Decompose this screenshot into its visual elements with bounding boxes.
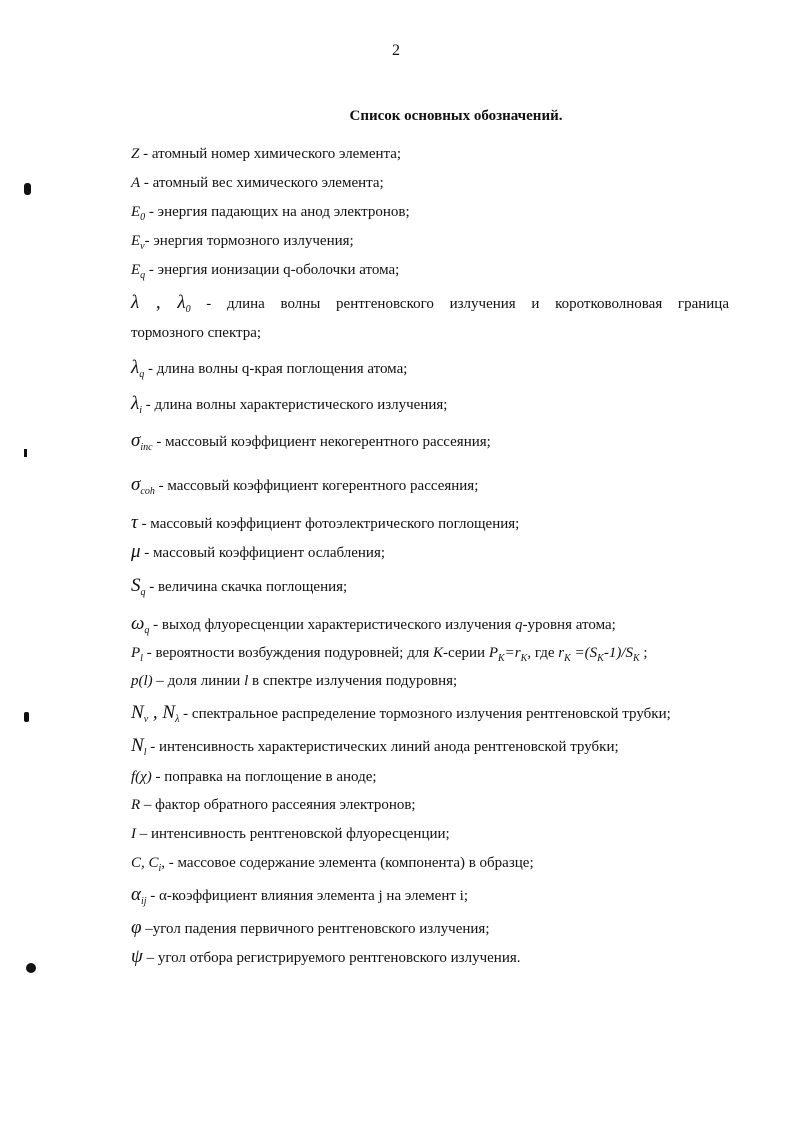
item-e0: $E_0$ - энергия падающих на анод электронов; xyxy=(131,204,410,223)
page-number: 2 xyxy=(392,42,400,59)
item-a: A - атомный вес химического элемента; xyxy=(131,175,384,191)
item-omega: $\omega_q$ - выход флуоресценции характеристического излучения q-уровня атома; xyxy=(131,613,616,636)
item-z: Z - атомный номер химического элемента; xyxy=(131,146,402,162)
item-lambda: λ , $\lambda_0$ - длина волны рентгеновского излучения и коротковолновая граница xyxy=(131,292,729,315)
item-lambda-i: $\lambda_i$ - длина волны характеристического излучения; xyxy=(131,393,448,416)
item-nv: $N_\nu$ , $N_\lambda$ - спектральное распределение тормозного излучения рентгеновской трубки; xyxy=(131,702,671,725)
item-mu: μ - массовый коэффициент ослабления; xyxy=(131,541,386,562)
item-sq: $S_q$ - величина скачка поглощения; xyxy=(131,575,348,598)
item-fchi: f(χ) - поправка на поглощение в аноде; xyxy=(131,769,377,785)
item-psi: ψ – угол отбора регистрируемого рентгеновского излучения. xyxy=(131,946,521,967)
binder-mark xyxy=(24,712,29,722)
page-title: Список основных обозначений. xyxy=(349,108,563,124)
item-ev: $E_\nu-$ энергия тормозного излучения; xyxy=(131,233,354,252)
item-phi: φ –угол падения первичного рентгеновского излучения; xyxy=(131,917,490,938)
item-tau: τ - массовый коэффициент фотоэлектрического поглощения; xyxy=(131,512,520,533)
binder-mark xyxy=(26,963,36,973)
item-lambda-cont: тормозного спектра; xyxy=(131,325,262,341)
item-sigma-coh: $\sigma_{coh}$ - массовый коэффициент когерентного рассеяния; xyxy=(131,474,479,497)
item-c: C, $C_i$, - массовое содержание элемента (компонента) в образце; xyxy=(131,855,534,874)
binder-mark xyxy=(24,449,27,457)
item-lambda-q: $\lambda_q$ - длина волны q-края поглощения атома; xyxy=(131,357,408,380)
item-p-l: p(l) – доля линии l в спектре излучения подуровня; xyxy=(131,673,458,689)
binder-mark xyxy=(24,183,31,195)
item-sigma-inc: $\sigma_{inc}$ - массовый коэффициент некогерентного рассеяния; xyxy=(131,430,491,453)
item-nl: $N_l$ - интенсивность характеристических линий анода рентгеновской трубки; xyxy=(131,735,619,758)
item-pl: $P_l$ - вероятности возбуждения подуровней; для K-серии $P_K=r_K$, где $r_K =(S_K-1)/S_K$ ; xyxy=(131,645,648,664)
item-i: I – интенсивность рентгеновской флуоресценции; xyxy=(131,826,450,842)
item-eq: $E_q$ - энергия ионизации q-оболочки атома; xyxy=(131,262,400,281)
item-r: R – фактор обратного рассеяния электронов; xyxy=(131,797,416,813)
item-alpha: $\alpha_{ij}$ - α-коэффициент влияния элемента j на элемент i; xyxy=(131,884,468,907)
